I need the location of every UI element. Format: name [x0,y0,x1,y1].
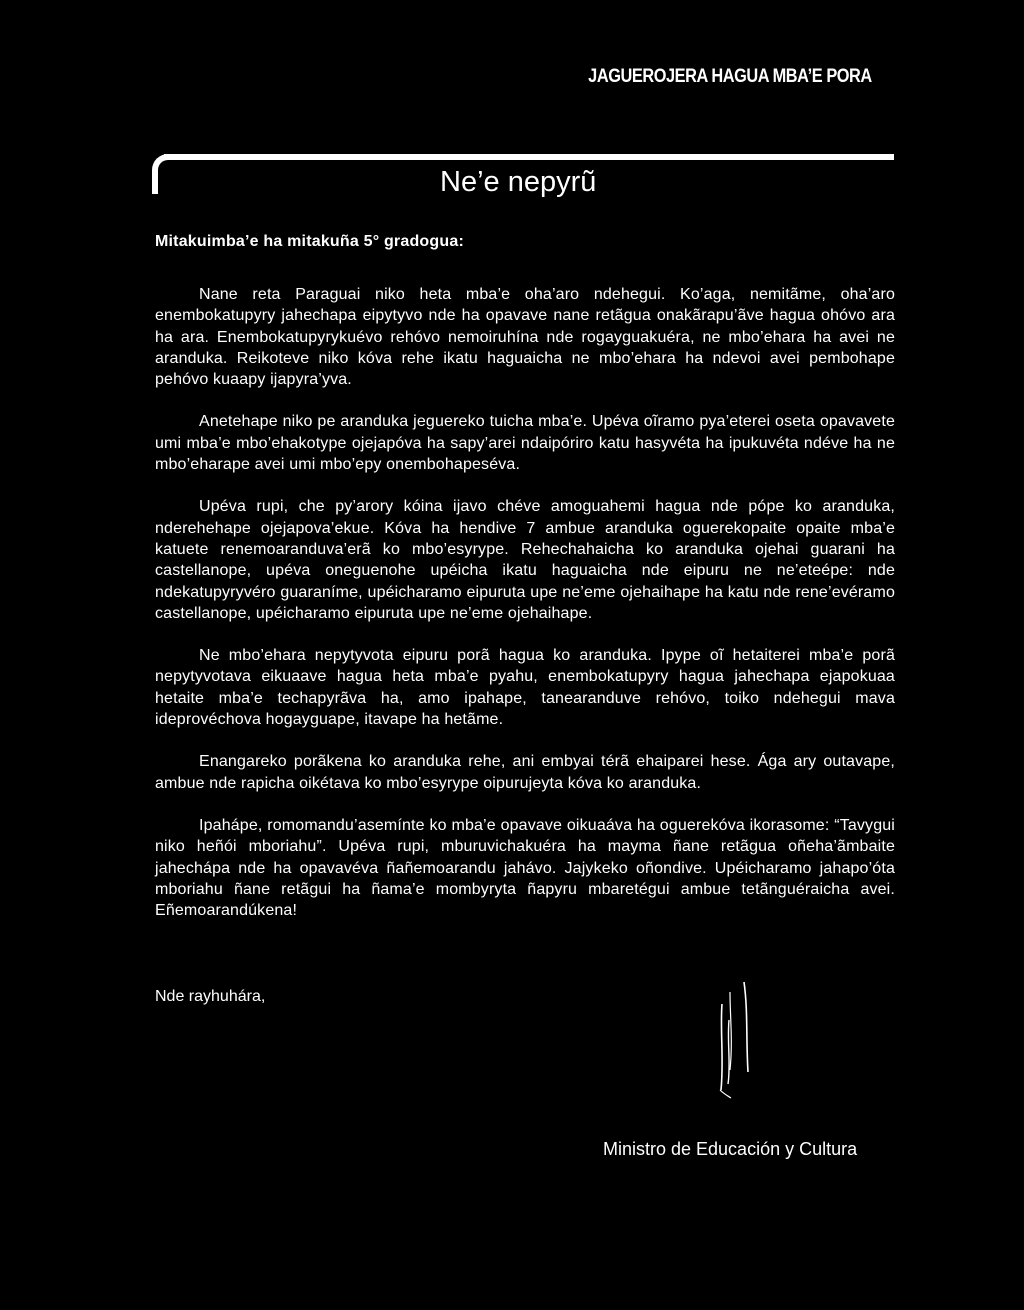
frame-top-rule [164,154,894,160]
section-header: JAGUEROJERA HAGUA MBA’E PORA [588,66,872,87]
letter-salutation: Mitakuimba’e ha mitakuña 5° gradogua: [155,233,464,250]
letter-paragraph: Ne mbo’ehara nepytyvota eipuru porã hagua ko aranduka. Ipype oĩ hetaiterei mba’e porã nepytyvotava eikuaave hagua heta mba’e pyahu, enembokatupyry hagua jahechapa ejapokuaa hetaite mba’e techapyrãva ha, amo ipahape, tanearanduve rehóvo, toiko ndehegui mava ideprovéchova hogayguape, itavape ha hetãme. [155,647,895,729]
signatory-title: Ministro de Educación y Cultura [603,1139,858,1159]
letter-closing: Nde rayhuhára, [155,988,266,1005]
letter-paragraph: Upéva rupi, che py’arory kóina ijavo chéve amoguahemi hagua nde pópe ko aranduka, nderehehape ojejapova’ekue. Kóva ha hendive 7 ambue aranduka oguerekopaite opaite mba’e katuete renemoaranduva’erã ko mbo’esyrype. Rehechahaicha ko aranduka ojehai guarani ha castellanope, upéva oneguenohe upéicha ikatu haguaicha nde eipuru ne ne’eteépe: nde ndekatupyryvéro guaraníme, upéicharamo eipuruta upe ne’eme ojehaihape ha katu nde rene’evéramo castellanope, upéicharamo eipuruta upe ne’eme ojehaihape. [155,498,895,622]
letter-paragraph: Ipahápe, romomandu’asemínte ko mba’e opavave oikuaáva ha oguerekóva ikorasome: “Tavygui niko heñói mboriahu”. Upéva rupi, mburuvichakuéra ha mayma ñane retãgua oñeha’ãmbaite jahechápa nde ha opavavéva ñañemoarandu jahávo. Jajykeko oñondive. Upéicharamo jahapo’óta mboriahu ñane retãgui ha ñama’e mombyryta ñapyru mbaretégui ambue tetãnguéraicha avei. Eñemoarandúkena! [155,816,895,920]
handwritten-signature [700,980,780,1100]
letter-title: Ne’e nepyrũ [440,166,597,198]
letter-paragraph: Enangareko porãkena ko aranduka rehe, ani embyai térã ehaiparei hese. Ága ary outavape, ambue nde rapicha oikétava ko mbo’esyrype oipurujeyta kóva ko aranduka. [155,753,895,792]
letter-paragraph: Anetehape niko pe aranduka jeguereko tuicha mba’e. Upéva oĩramo pya’eterei oseta opavavete umi mba’e mbo’ehakotype ojejapóva ha sapy’arei ndaipóriro katu hasyvéta ha ipukuvéta ndéve ha ne mbo’eharape avei umi mbo’epy onembohapeséva. [155,413,895,474]
letter-paragraph: Nane reta Paraguai niko heta mba’e oha’aro ndehegui. Ko’aga, nemitãme, oha’aro enembokatupyry jahechapa eipytyvo nde ha opavave nane retãgua onakãrapu’ãve hagua ohóvo ara ha ara. Enembokatupyrykuévo rehóvo nemoiruhína nde rogayguakuéra, ne mbo’ehara ha avei ne aranduka. Reikoteve niko kóva rehe ikatu haguaicha ne mbo’ehara ha ndevoi avei pembohape pehóvo kuaapy ijapyra’yva. [155,286,895,389]
letter-body [155,284,895,942]
frame-corner [152,154,170,194]
